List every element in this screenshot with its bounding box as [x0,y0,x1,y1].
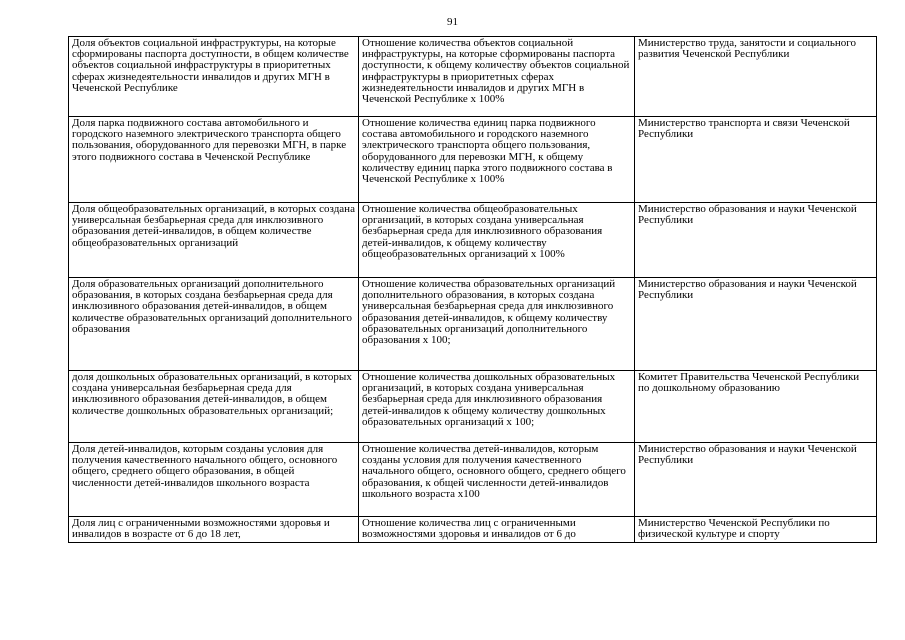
table-row [69,117,877,203]
responsible-cell: Министерство труда, занятости и социального развития Чеченской Республики [635,37,877,117]
indicators-table [68,36,877,543]
indicator-cell: Доля детей-инвалидов, которым созданы условия для получения качественного начального общего, основного общего, среднего общего образования, в общей численности детей-инвалидов школьного возраста [69,443,359,517]
responsible-cell: Министерство образования и науки Чеченской Республики [635,278,877,371]
responsible-cell: Министерство Чеченской Республики по физической культуре и спорту [635,517,877,543]
formula-cell: Отношение количества общеобразовательных организаций, в которых создана универсальная безбарьерная среда для инклюзивного образования детей-инвалидов, к общему количеству общеобразовательных организаций х 100% [359,203,635,278]
formula-cell: Отношение количества детей-инвалидов, которым созданы условия для получения качественного начального общего, основного общего, среднего общего образования, к общей численности детей-инвалидов школьного возраста х100 [359,443,635,517]
responsible-cell: Министерство образования и науки Чеченской Республики [635,443,877,517]
formula-cell: Отношение количества лиц с ограниченными возможностями здоровья и инвалидов от 6 до [359,517,635,543]
indicator-cell: Доля объектов социальной инфраструктуры, на которые сформированы паспорта доступности, в общем количестве объектов социальной инфраструктуры в приоритетных сферах жизнедеятельности инвалидов и других МГН в Чеченской Республике [69,37,359,117]
table-row [69,371,877,443]
indicator-cell: Доля общеобразовательных организаций, в которых создана универсальная безбарьерная среда для инклюзивного образования детей-инвалидов, в общем количестве общеобразовательных организаций [69,203,359,278]
table-row [69,517,877,543]
page-number: 91 [447,16,458,28]
indicator-cell: Доля образовательных организаций дополнительного образования, в которых создана безбарьерная среда для инклюзивного образования детей-инвалидов, в общем количестве образовательных организаций дополнительного образования [69,278,359,371]
formula-cell: Отношение количества образовательных организаций дополнительного образования, в которых создана универсальная безбарьерная среда для инклюзивного образования детей-инвалидов, к общему количеству образовательных организаций дополнительного образования х 100; [359,278,635,371]
indicator-cell: Доля парка подвижного состава автомобильного и городского наземного электрического транспорта общего пользования, оборудованного для перевозки МГН, в парке этого подвижного состава в Чеченской Республике [69,117,359,203]
table-row [69,443,877,517]
responsible-cell: Министерство образования и науки Чеченской Республики [635,203,877,278]
indicator-cell: доля дошкольных образовательных организаций, в которых создана универсальная безбарьерная среда для инклюзивного образования детей-инвалидов, в общем количестве дошкольных образовательных организаций; [69,371,359,443]
formula-cell: Отношение количества объектов социальной инфраструктуры, на которые сформированы паспорта доступности, к общему количеству объектов социальной инфраструктуры в приоритетных сферах жизнедеятельности инвалидов и других МГН в Чеченской Республике х 100% [359,37,635,117]
formula-cell: Отношение количества дошкольных образовательных организаций, в которых создана универсальная безбарьерная среда для инклюзивного образования детей-инвалидов к общему количеству дошкольных образовательных организаций х 100; [359,371,635,443]
table-row [69,203,877,278]
indicator-cell: Доля лиц с ограниченными возможностями здоровья и инвалидов в возрасте от 6 до 18 лет, [69,517,359,543]
responsible-cell: Министерство транспорта и связи Чеченской Республики [635,117,877,203]
responsible-cell: Комитет Правительства Чеченской Республики по дошкольному образованию [635,371,877,443]
table-row [69,278,877,371]
formula-cell: Отношение количества единиц парка подвижного состава автомобильного и городского наземного электрического транспорта общего пользования, оборудованного для перевозки МГН, к общему количеству единиц парка этого подвижного состава в Чеченской Республике х 100% [359,117,635,203]
table-row [69,37,877,117]
